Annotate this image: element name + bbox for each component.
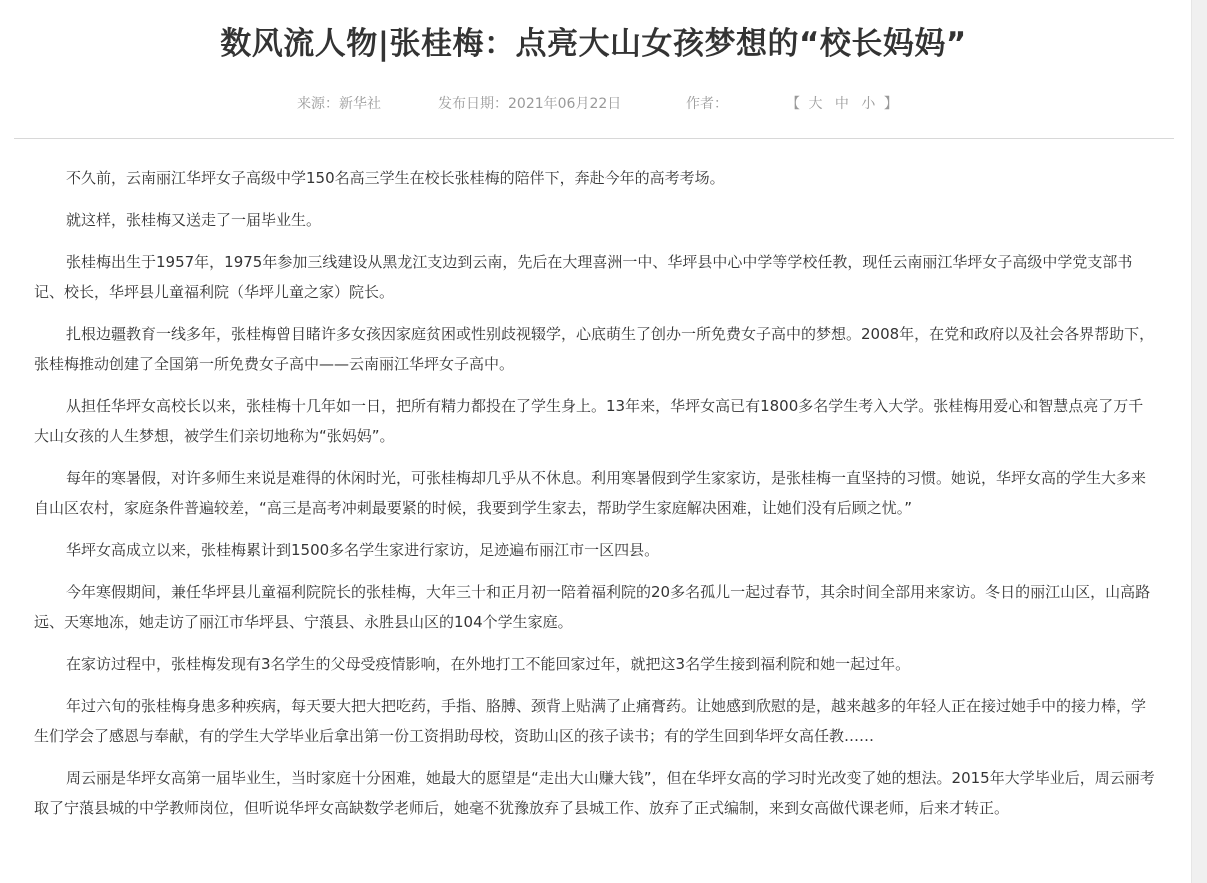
- font-size-switcher: [786, 93, 898, 113]
- publish-date: 发布日期：2021年06月22日: [438, 96, 622, 112]
- font-size-large-link[interactable]: 大: [808, 96, 823, 112]
- paragraph: 周云丽是华坪女高第一届毕业生，当时家庭十分困难，她最大的愿望是“走出大山赚大钱”，但在华坪女高的学习时光改变了她的想法。2015年大学毕业后，周云丽考取了宁蒗县城的中学教师岗位，但听说华坪女高缺数学老师后，她毫不犹豫放弃了县城工作、放弃了正式编制，来到女高做代课老师，后来才转正。: [34, 769, 1155, 817]
- paragraph: 从担任华坪女高校长以来，张桂梅十几年如一日，把所有精力都投在了学生身上。13年来，华坪女高已有1800多名学生考入大学。张桂梅用爱心和智慧点亮了万千大山女孩的人生梦想，被学生们亲切地称为“张妈妈”。: [34, 397, 1144, 445]
- paragraph: 华坪女高成立以来，张桂梅累计到1500多名学生家进行家访，足迹遍布丽江市一区四县。: [66, 541, 660, 559]
- vertical-scrollbar[interactable]: [1191, 0, 1207, 883]
- paragraph: 每年的寒暑假，对许多师生来说是难得的休闲时光，可张桂梅却几乎从不休息。利用寒暑假到学生家家访，是张桂梅一直坚持的习惯。她说，华坪女高的学生大多来自山区农村，家庭条件普遍较差，“高三是高考冲刺最要紧的时候，我要到学生家去，帮助学生家庭解决困难，让她们没有后顾之忧。”: [34, 469, 1147, 517]
- author-label: 作者：: [686, 96, 728, 112]
- paragraph: 不久前，云南丽江华坪女子高级中学150名高三学生在校长张桂梅的陪伴下，奔赴今年的高考考场。: [66, 169, 725, 187]
- paragraph: 张桂梅出生于1957年，1975年参加三线建设从黑龙江支边到云南，先后在大理喜洲一中、华坪县中心中学等学校任教，现任云南丽江华坪女子高级中学党支部书记、校长，华坪县儿童福利院（华坪儿童之家）院长。: [34, 253, 1133, 301]
- article-title: 数风流人物|张桂梅：点亮大山女孩梦想的“校长妈妈”: [220, 26, 967, 62]
- paragraph: 年过六旬的张桂梅身患多种疾病，每天要大把大把吃药，手指、胳膊、颈背上贴满了止痛膏药。让她感到欣慰的是，越来越多的年轻人正在接过她手中的接力棒，学生们学会了感恩与奉献，有的学生大学毕业后拿出第一份工资捐助母校，资助山区的孩子读书；有的学生回到华坪女高任教……: [34, 697, 1147, 745]
- paragraph: 就这样，张桂梅又送走了一届毕业生。: [66, 211, 322, 229]
- paragraph: 扎根边疆教育一线多年，张桂梅曾目睹许多女孩因家庭贫困或性别歧视辍学，心底萌生了创办一所免费女子高中的梦想。2008年，在党和政府以及社会各界帮助下，张桂梅推动创建了全国第一所免费女子高中——云南丽江华坪女子高中。: [34, 325, 1155, 373]
- paragraph: 在家访过程中，张桂梅发现有3名学生的父母受疫情影响，在外地打工不能回家过年，就把这3名学生接到福利院和她一起过年。: [66, 655, 911, 673]
- font-size-small-link[interactable]: 小: [861, 96, 876, 112]
- bracket-open: 【: [786, 96, 800, 112]
- font-size-medium-link[interactable]: 中: [834, 96, 849, 112]
- bracket-close: 】: [883, 96, 898, 112]
- article-body: [34, 163, 1158, 835]
- title-divider: [14, 138, 1174, 139]
- source-label: 来源：新华社: [297, 96, 381, 112]
- paragraph: 今年寒假期间，兼任华坪县儿童福利院院长的张桂梅，大年三十和正月初一陪着福利院的20多名孤儿一起过春节，其余时间全部用来家访。冬日的丽江山区，山高路远、天寒地冻，她走访了丽江市华坪县、宁蒗县、永胜县山区的104个学生家庭。: [34, 583, 1151, 631]
- article-meta: [0, 93, 1187, 113]
